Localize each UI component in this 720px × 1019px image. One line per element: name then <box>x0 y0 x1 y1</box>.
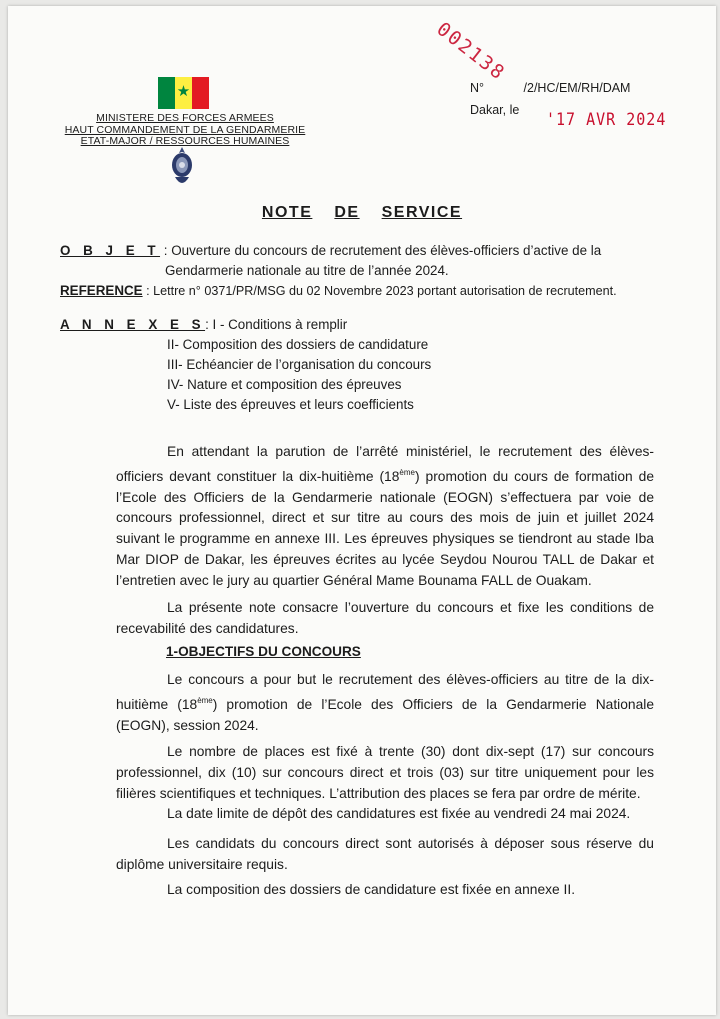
registration-stamp: 002138 <box>432 18 510 85</box>
page-title: NOTE DE SERVICE <box>261 204 463 221</box>
paragraph-direct-candidates: Les candidats du concours direct sont autorisés à déposer sous réserve du diplôme universitaire requis. <box>116 836 654 872</box>
reference-text: : Lettre n° 0371/PR/MSG du 02 Novembre 2023 portant autorisation de recrutement. <box>146 284 617 298</box>
annex-item: : I - Conditions à remplir <box>205 317 348 332</box>
ministry-header <box>60 113 310 148</box>
date-stamp: '17 AVR 2024 <box>546 108 667 130</box>
annex-item: V- Liste des épreuves et leurs coefficients <box>167 397 414 412</box>
paragraph-intro: En attendant la parution de l’arrêté ministériel, le recrutement des élèves-officiers devant constituer la dix-huitième (18ème) promotion du cours de formation de l’Ecole des Officiers de la Gendarmerie nationale (EOGN) s’effectuera par voie de concours professionnel, direct et sur titre au cours des mois de juin et juillet 2024 suivant le programme en annexe III. Les épreuves physiques se tiendront au stade Iba Mar DIOP de Dakar, les épreuves écrites au lycée Seydou Nourou TALL de Dakar et l’entretien avec le jury au quartier Général Mame Bounama FALL de Ouakam. <box>116 444 654 588</box>
objet-label: O B J E T <box>60 243 161 258</box>
section-title-objectives: 1-OBJECTIFS DU CONCOURS <box>166 644 361 659</box>
number-suffix: /2/HC/EM/RH/DAM <box>523 81 631 95</box>
paragraph-composition: La composition des dossiers de candidature est fixée en annexe II. <box>167 882 576 897</box>
ministry-line: ETAT-MAJOR / RESSOURCES HUMAINES <box>80 135 290 147</box>
paragraph-receivability: La présente note consacre l’ouverture du concours et fixe les conditions de recevabilité des candidatures. <box>116 600 654 636</box>
ministry-line: MINISTERE DES FORCES ARMEES <box>96 112 274 124</box>
place-date-label: Dakar, le <box>470 103 520 117</box>
objet-text-2: Gendarmerie nationale au titre de l’année 2024. <box>165 263 449 278</box>
objet-text-1: : Ouverture du concours de recrutement des élèves-officiers d’active de la <box>163 243 602 258</box>
annexes-line-1 <box>60 315 347 335</box>
reference-label: REFERENCE <box>60 283 143 298</box>
ministry-line: HAUT COMMANDEMENT DE LA GENDARMERIE <box>64 123 306 136</box>
paragraph-deadline: La date limite de dépôt des candidatures est fixée au vendredi 24 mai 2024. <box>167 806 631 821</box>
gendarmerie-emblem-icon <box>169 145 195 191</box>
annex-item: IV- Nature et composition des épreuves <box>167 377 402 392</box>
annex-item: III- Echéancier de l’organisation du concours <box>167 357 432 372</box>
number-prefix: N° <box>470 81 485 95</box>
reference-line <box>60 281 617 301</box>
paragraph-places: Le nombre de places est fixé à trente (30) dont dix-sept (17) sur concours professionnel, dix (10) sur concours direct et trois (03) sur titre uniquement pour les filières scientifiques et techniques. L’attribution des places se fera par ordre de mérite. <box>116 744 654 801</box>
reference-number-line <box>470 77 630 99</box>
paragraph-objective: Le concours a pour but le recrutement des élèves-officiers au titre de la dix-huitième (18ème) promotion de l’Ecole des Officiers de la Gendarmerie Nationale (EOGN), session 2024. <box>116 672 654 733</box>
objet-line-1 <box>60 241 601 261</box>
document-page <box>8 6 716 1015</box>
annexes-label: A N N E X E S <box>60 317 206 332</box>
annex-item: II- Composition des dossiers de candidature <box>167 337 429 352</box>
senegal-flag-icon: ★ <box>158 77 209 109</box>
